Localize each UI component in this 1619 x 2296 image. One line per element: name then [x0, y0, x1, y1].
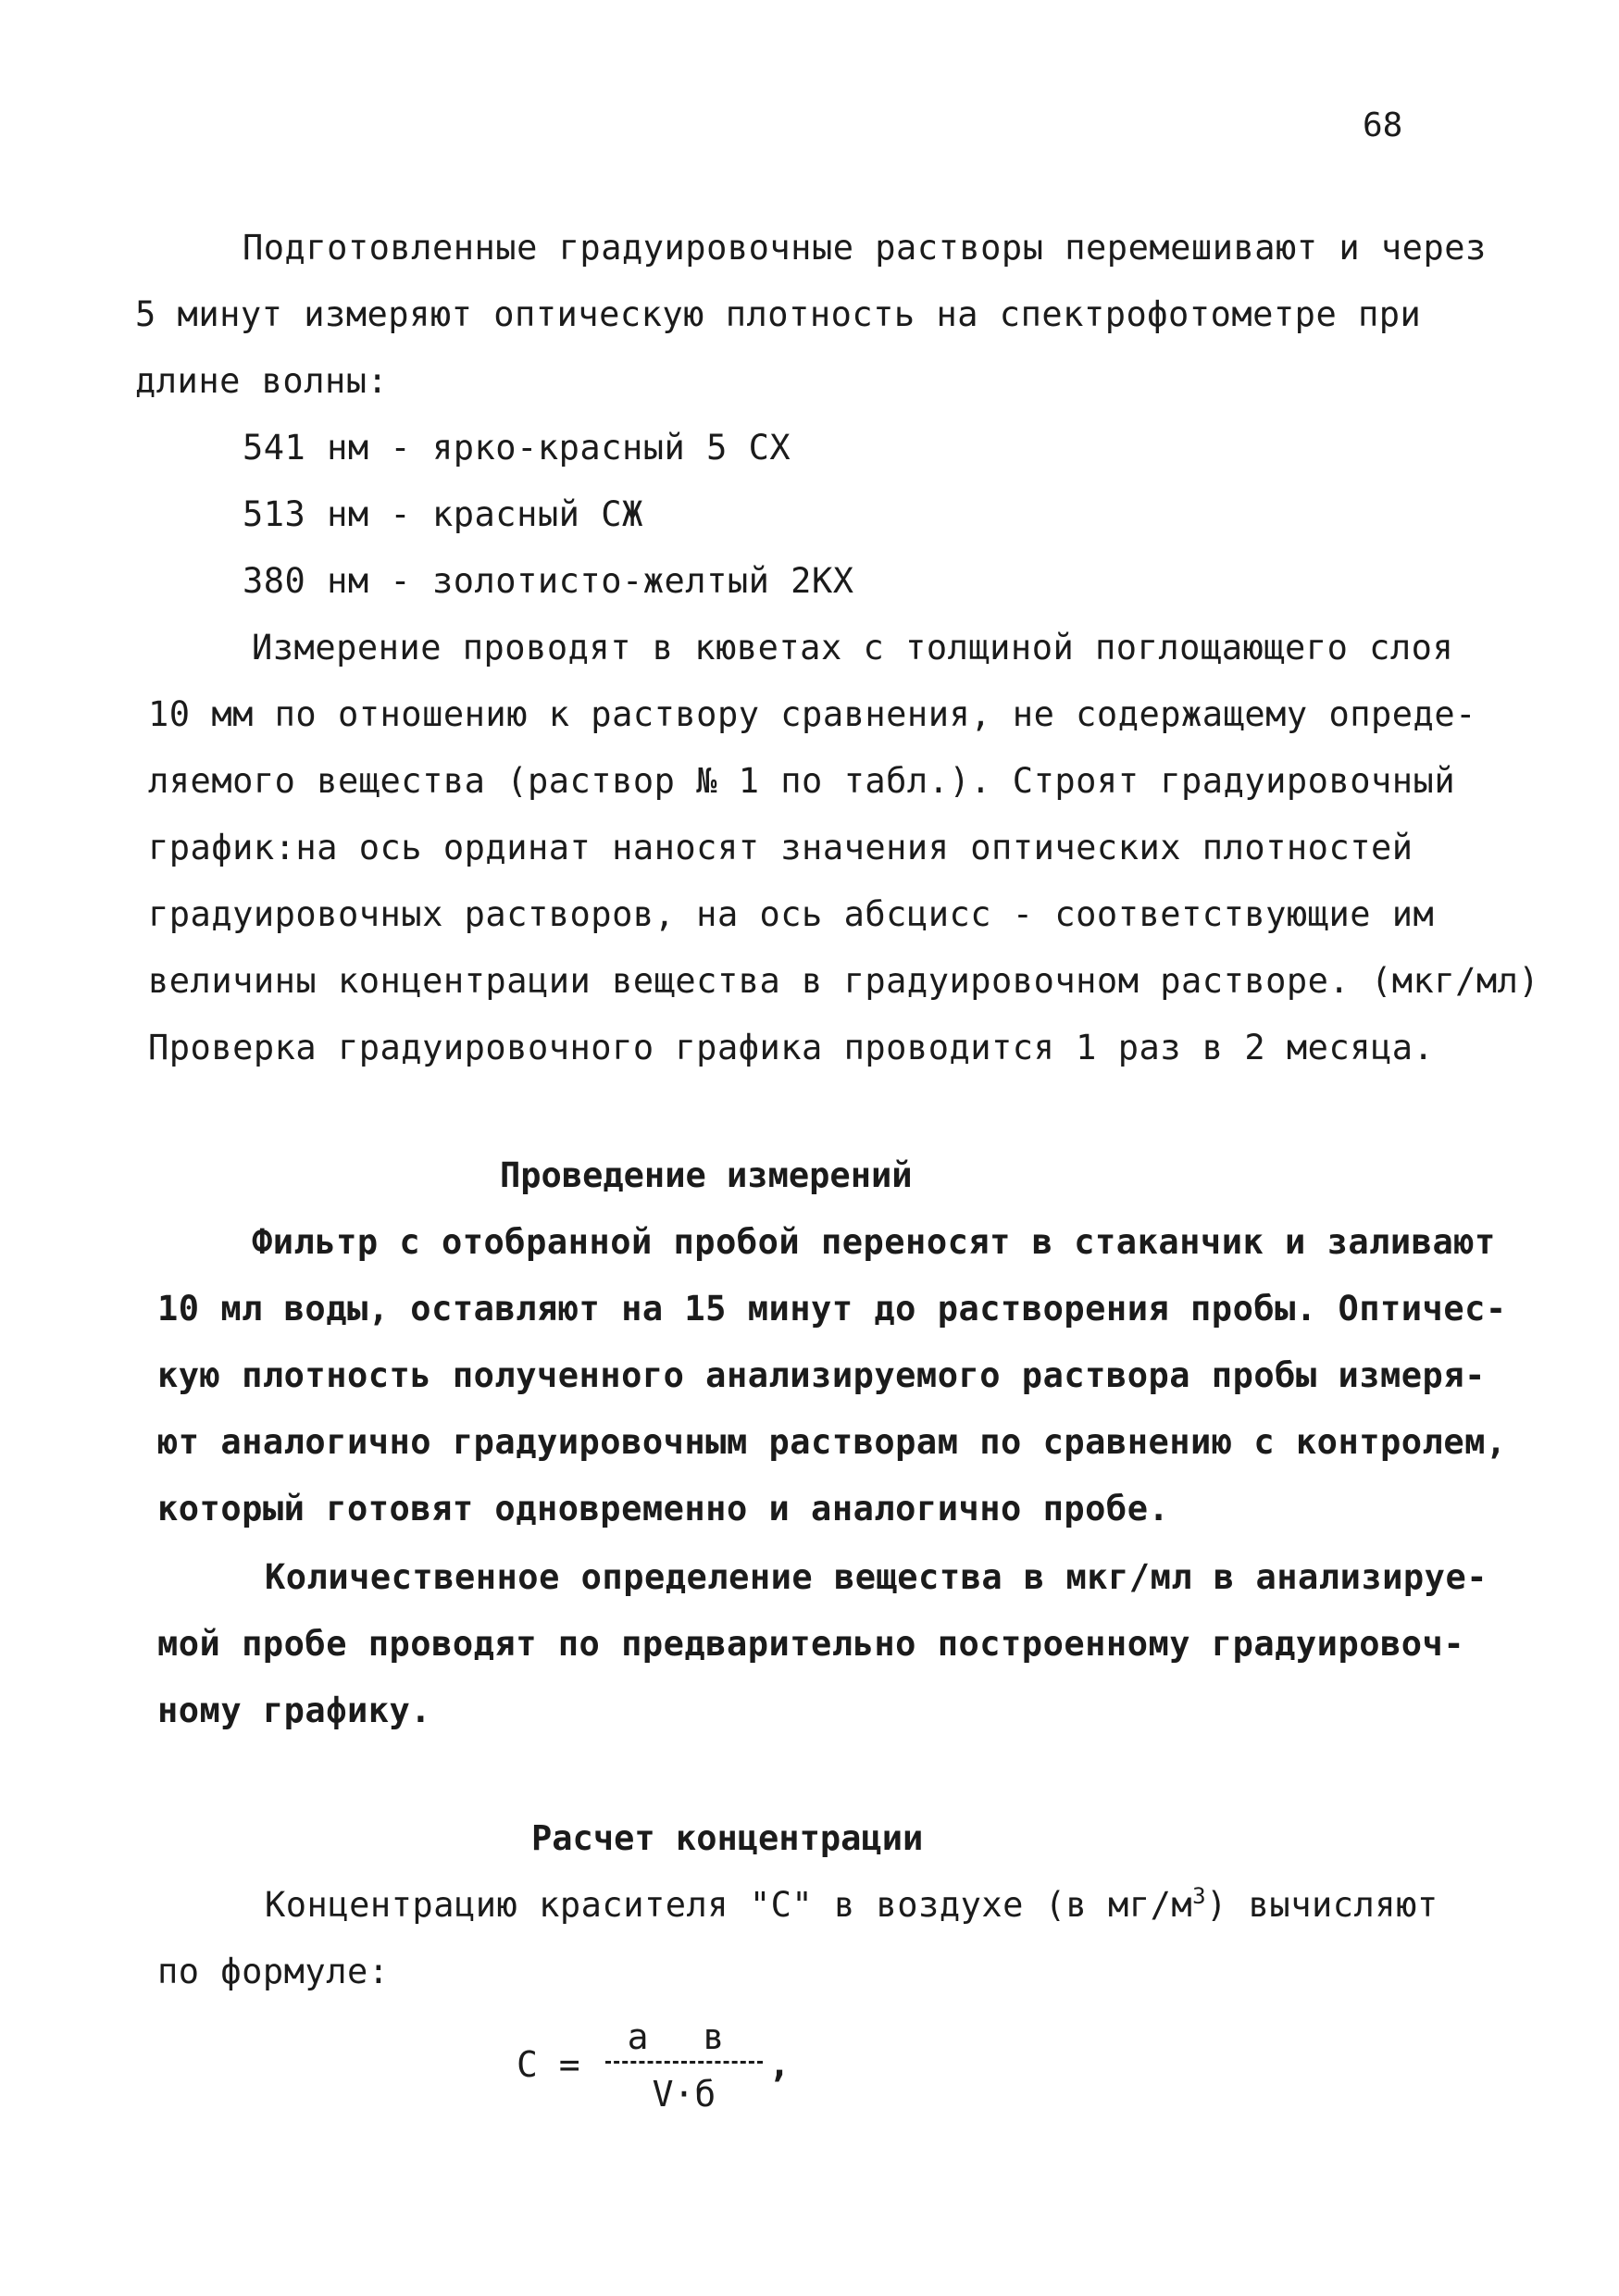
- page-number: 68: [1363, 106, 1403, 144]
- measurements-line-4: ют аналогично градуировочным растворам по сравнению с контролем,: [157, 1422, 1507, 1462]
- calculation-line-1: [265, 1883, 1438, 1928]
- calculation-line-2: по формуле:: [157, 1952, 390, 1991]
- quantitative-line-3: ному графику.: [157, 1691, 432, 1730]
- calculation-text-a: Концентрацию красителя "С" в воздухе (в мг/м: [265, 1885, 1193, 1925]
- measurements-line-1: Фильтр с отобранной пробой переносят в стаканчик и заливают: [252, 1222, 1496, 1262]
- calculation-text-b: ) вычисляют: [1206, 1885, 1438, 1925]
- quantitative-line-2: мой пробе проводят по предварительно построенному градуировоч-: [157, 1624, 1465, 1664]
- formula-denominator: V·б: [652, 2074, 716, 2115]
- wavelength-item: 380 нм - золотисто-желтый 2КХ: [243, 561, 854, 601]
- cubic-superscript: 3: [1192, 1883, 1207, 1909]
- measurements-line-2: 10 мл воды, оставляют на 15 минут до растворения пробы. Оптичес-: [157, 1289, 1507, 1329]
- formula-numerator: а в: [627, 2016, 741, 2057]
- measure-line-1: Измерение проводят в кюветах с толщиной поглощающего слоя: [252, 628, 1454, 668]
- measure-line-3: ляемого вещества (раствор № 1 по табл.). Строят градуировочный: [148, 761, 1456, 801]
- section-heading-calculation: Расчет концентрации: [531, 1818, 924, 1858]
- section-heading-measurements: Проведение измерений: [500, 1155, 913, 1195]
- measurements-line-5: который готовят одновременно и аналогично пробе.: [157, 1489, 1170, 1529]
- formula-comma: ,: [768, 2043, 791, 2086]
- measure-line-4: график:на ось ординат наносят значения оптических плотностей: [148, 828, 1414, 867]
- concentration-formula: [517, 2016, 794, 2146]
- intro-line-2: 5 минут измеряют оптическую плотность на спектрофотометре при: [135, 294, 1422, 334]
- wavelength-item: 513 нм - красный СЖ: [243, 494, 643, 534]
- quantitative-line-1: Количественное определение вещества в мкг/мл в анализируе-: [265, 1557, 1488, 1597]
- fraction-bar: [605, 2061, 763, 2064]
- intro-line-3: длине волны:: [135, 361, 389, 401]
- measurements-line-3: кую плотность полученного анализируемого раствора пробы измеря-: [157, 1355, 1486, 1395]
- formula-lhs: С =: [517, 2044, 580, 2085]
- wavelength-item: 541 нм - ярко-красный 5 СХ: [243, 428, 791, 468]
- measure-line-7: Проверка градуировочного графика проводится 1 раз в 2 месяца.: [148, 1028, 1435, 1067]
- measure-line-5: градуировочных растворов, на ось абсцисс - соответствующие им: [148, 894, 1435, 934]
- measure-line-6: величины концентрации вещества в градуировочном растворе. (мкг/мл): [148, 961, 1540, 1001]
- intro-line-1: Подготовленные градуировочные растворы перемешивают и через: [243, 228, 1487, 268]
- measure-line-2: 10 мм по отношению к раствору сравнения, не содержащему опреде-: [148, 694, 1476, 734]
